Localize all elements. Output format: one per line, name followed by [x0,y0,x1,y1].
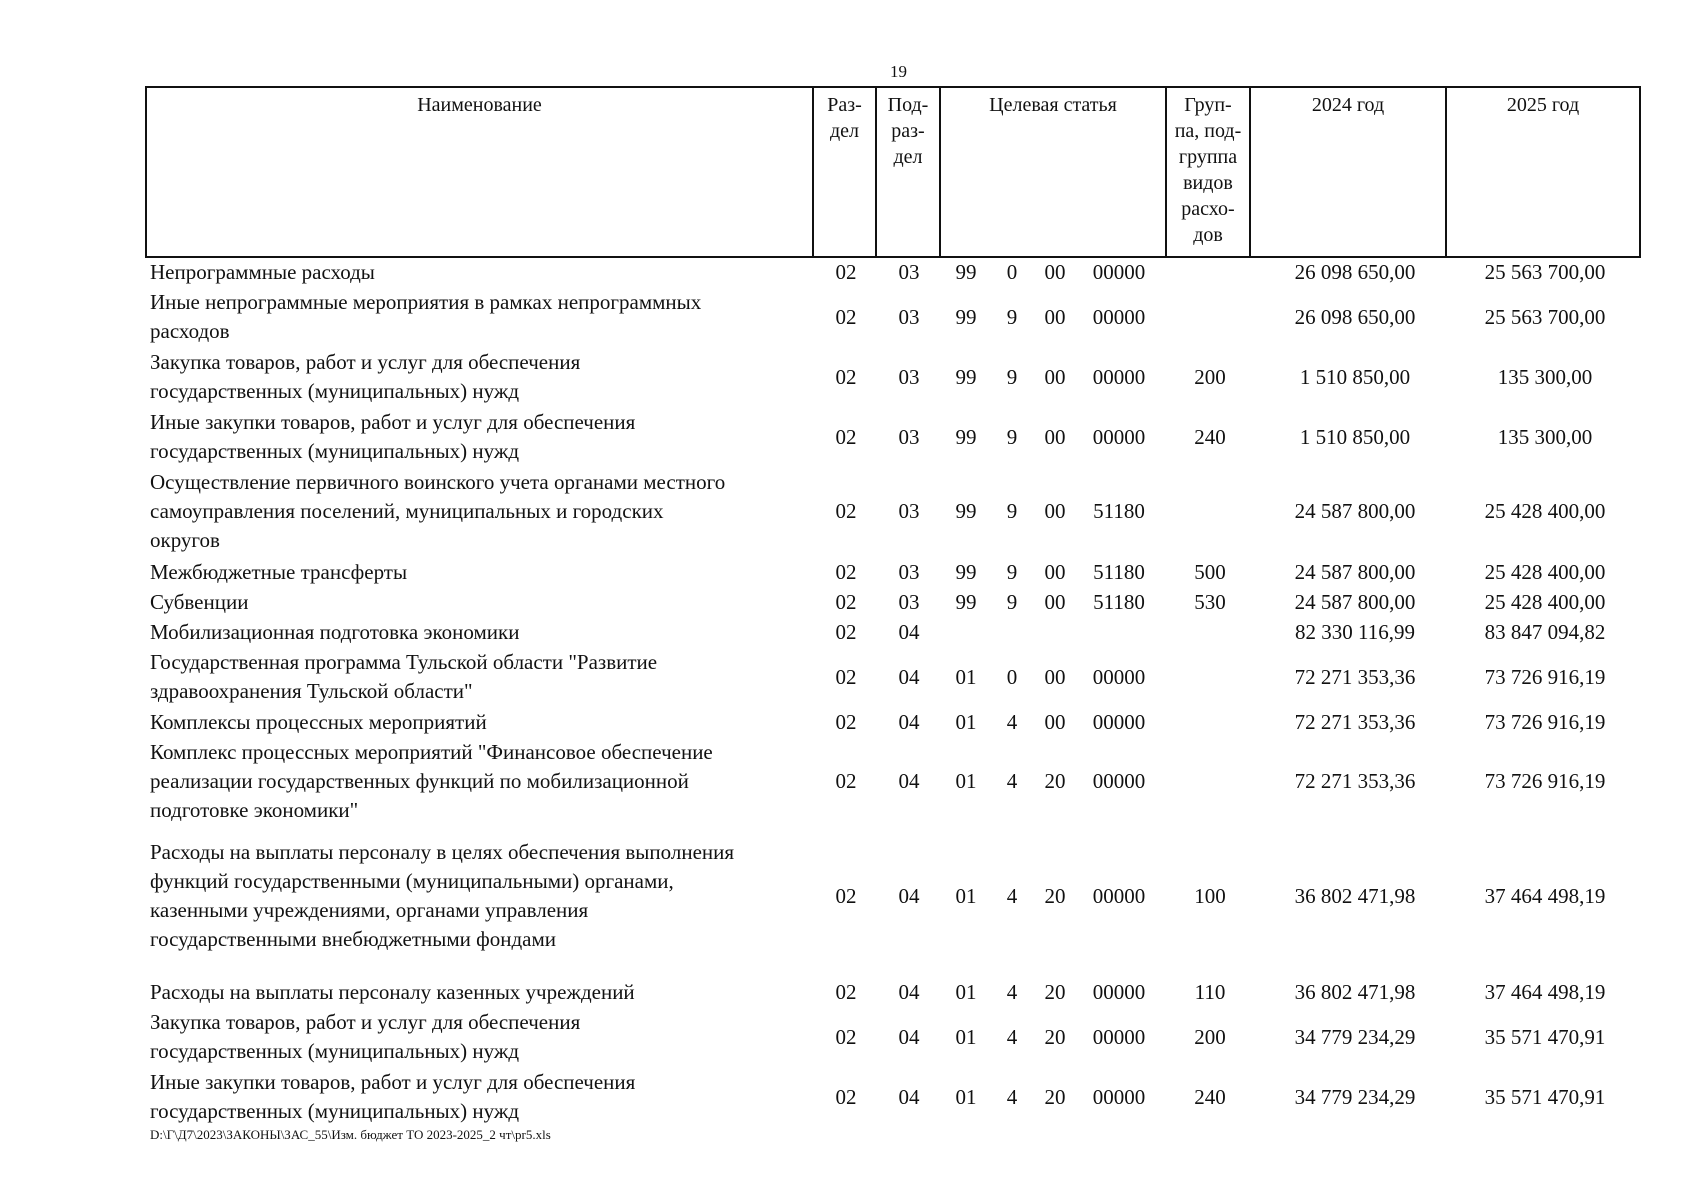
row-podrazdel: 04 [898,769,920,793]
table-row [150,558,1640,587]
row-amount-2025: 25 428 400,00 [1484,499,1606,523]
row-podrazdel: 03 [898,560,920,584]
row-amount-2024: 24 587 800,00 [1294,590,1416,614]
row-t2: 0 [1006,260,1018,284]
row-amount-2025: 25 563 700,00 [1484,304,1606,329]
row-name-line: казенными учреждениями, органами управления [150,898,589,922]
row-group: 110 [1194,980,1226,1004]
row-t4: 00000 [1092,769,1146,793]
row-amount-2025: 73 726 916,19 [1484,769,1606,793]
row-t4: 00000 [1092,664,1146,689]
row-amount-2024: 26 098 650,00 [1294,304,1416,329]
row-name [150,408,810,466]
row-name [150,648,810,706]
table-row [150,1008,1640,1066]
row-razdel: 02 [835,1024,857,1049]
row-name [150,288,810,346]
row-t4: 00000 [1092,260,1146,284]
row-razdel: 02 [835,980,857,1004]
row-t2: 4 [1006,980,1018,1004]
row-t3: 00 [1044,664,1066,689]
row-amount-2024: 1 510 850,00 [1299,364,1411,389]
row-name-line: Иные закупки товаров, работ и услуг для обеспечения [150,410,636,434]
row-group: 530 [1194,590,1226,614]
table-row [150,618,1640,647]
row-t3: 00 [1044,710,1066,734]
table-row [150,258,1640,287]
row-t3: 00 [1044,499,1066,523]
row-amount-2025: 37 464 498,19 [1484,980,1606,1004]
row-t1: 99 [955,424,977,449]
row-amount-2025: 135 300,00 [1497,424,1593,449]
row-t4: 51180 [1093,590,1145,614]
row-name-line: подготовке экономики" [150,798,359,822]
row-name [150,1068,810,1126]
row-t3: 20 [1044,769,1066,793]
row-name-line: Комплексы процессных мероприятий [150,710,487,734]
row-t4: 00000 [1092,883,1146,908]
row-name-line: Закупка товаров, работ и услуг для обеспечения [150,1010,581,1034]
row-podrazdel: 04 [898,980,920,1004]
row-name [150,348,810,406]
row-t1: 99 [955,590,977,614]
row-t4: 00000 [1092,980,1146,1004]
row-amount-2024: 36 802 471,98 [1294,980,1416,1004]
row-name [150,708,810,737]
row-t4: 00000 [1092,304,1146,329]
row-amount-2024: 24 587 800,00 [1294,560,1416,584]
table-header [145,86,1641,258]
header-year-2025: 2025 год [1445,88,1639,256]
row-name [150,258,810,287]
row-t3: 00 [1044,364,1066,389]
row-name-line: функций государственными (муниципальными) органами, [150,869,674,893]
row-razdel: 02 [835,424,857,449]
row-name-line: государственных (муниципальных) нужд [150,379,520,403]
row-name [150,558,810,587]
row-razdel: 02 [835,590,857,614]
row-amount-2025: 73 726 916,19 [1484,664,1606,689]
row-group: 200 [1194,1024,1226,1049]
row-t4: 51180 [1093,560,1145,584]
page-number: 19 [890,62,907,81]
row-razdel: 02 [835,883,857,908]
row-name-line: Непрограммные расходы [150,260,375,284]
row-t4: 00000 [1092,710,1146,734]
row-t2: 9 [1006,560,1018,584]
row-podrazdel: 03 [898,364,920,389]
row-t1: 99 [955,364,977,389]
row-amount-2024: 34 779 234,29 [1294,1084,1416,1109]
row-t3: 00 [1044,560,1066,584]
header-podrazdel: Под- раз- дел [875,88,939,256]
row-t2: 4 [1006,1024,1018,1049]
row-razdel: 02 [835,304,857,329]
row-razdel: 02 [835,620,857,644]
table-row [150,288,1640,346]
row-t3: 20 [1044,1084,1066,1109]
row-amount-2024: 1 510 850,00 [1299,424,1411,449]
row-t2: 4 [1006,883,1018,908]
file-path-footer: D:\Г\Д7\2023\ЗАКОНЫ\ЗАС_55\Изм. бюджет ТО 2023-2025_2 чт\pr5.xls [150,1127,551,1142]
table-row [150,468,1640,555]
row-group: 200 [1194,364,1226,389]
row-podrazdel: 04 [898,664,920,689]
row-amount-2024: 36 802 471,98 [1294,883,1416,908]
header-target-article: Целевая статья [939,88,1165,256]
row-amount-2024: 72 271 353,36 [1294,664,1416,689]
row-razdel: 02 [835,560,857,584]
row-name-line: Иные непрограммные мероприятия в рамках непрограммных [150,290,702,314]
row-name-line: Комплекс процессных мероприятий "Финансовое обеспечение [150,740,713,764]
row-t1: 01 [955,1084,977,1109]
row-amount-2025: 35 571 470,91 [1484,1084,1606,1109]
row-name-line: Мобилизационная подготовка экономики [150,620,520,644]
row-razdel: 02 [835,260,857,284]
row-name-line: здравоохранения Тульской области" [150,679,473,703]
row-t3: 00 [1044,304,1066,329]
row-amount-2024: 34 779 234,29 [1294,1024,1416,1049]
row-amount-2025: 25 428 400,00 [1484,590,1606,614]
row-amount-2024: 72 271 353,36 [1294,710,1416,734]
row-t1: 99 [955,560,977,584]
row-name [150,468,810,555]
row-name-line: Расходы на выплаты персоналу в целях обеспечения выполнения [150,840,735,864]
row-t2: 9 [1006,364,1018,389]
row-group: 240 [1194,1084,1226,1109]
row-t1: 99 [955,499,977,523]
header-razdel: Раз- дел [812,88,875,256]
row-name-line: округов [150,528,220,552]
row-t1: 99 [955,260,977,284]
row-t3: 20 [1044,1024,1066,1049]
row-name-line: Расходы на выплаты персоналу казенных учреждений [150,980,635,1004]
row-name [150,1008,810,1066]
row-group: 500 [1194,560,1226,584]
row-name-line: реализации государственных функций по мобилизационной [150,769,689,793]
row-name-line: самоуправления поселений, муниципальных и городских [150,499,664,523]
row-podrazdel: 03 [898,260,920,284]
header-expense-group: Груп- па, под- группа видов расхо- дов [1165,88,1249,256]
row-t1: 01 [955,664,977,689]
row-t1: 01 [955,1024,977,1049]
row-podrazdel: 03 [898,424,920,449]
row-t2: 0 [1006,664,1018,689]
row-t3: 00 [1044,590,1066,614]
table-row [150,738,1640,825]
row-t3: 00 [1044,260,1066,284]
row-group: 100 [1194,883,1226,908]
row-razdel: 02 [835,769,857,793]
row-amount-2025: 73 726 916,19 [1484,710,1606,734]
row-amount-2024: 26 098 650,00 [1294,260,1416,284]
row-razdel: 02 [835,364,857,389]
row-name-line: расходов [150,319,230,343]
table-row [150,978,1640,1007]
row-t1: 01 [955,769,977,793]
table-row [150,708,1640,737]
table-row [150,348,1640,406]
row-amount-2025: 135 300,00 [1497,364,1593,389]
row-name-line: государственными внебюджетными фондами [150,927,557,951]
row-amount-2025: 37 464 498,19 [1484,883,1606,908]
row-t2: 9 [1006,499,1018,523]
row-name-line: Межбюджетные трансферты [150,560,408,584]
header-name: Наименование [417,94,542,116]
row-podrazdel: 04 [898,1024,920,1049]
row-name-line: государственных (муниципальных) нужд [150,439,520,463]
row-t3: 00 [1044,424,1066,449]
row-t2: 4 [1006,710,1018,734]
row-t2: 4 [1006,769,1018,793]
row-name [150,618,810,647]
row-t1: 01 [955,710,977,734]
row-t4: 00000 [1092,1084,1146,1109]
row-t2: 9 [1006,590,1018,614]
table-row [150,408,1640,466]
row-amount-2025: 25 563 700,00 [1484,260,1606,284]
row-t4: 00000 [1092,424,1146,449]
row-podrazdel: 03 [898,590,920,614]
row-t3: 20 [1044,883,1066,908]
row-name-line: Закупка товаров, работ и услуг для обеспечения [150,350,581,374]
row-amount-2024: 82 330 116,99 [1295,620,1415,644]
row-amount-2024: 24 587 800,00 [1294,499,1416,523]
row-t2: 9 [1006,304,1018,329]
row-podrazdel: 04 [898,1084,920,1109]
row-amount-2025: 25 428 400,00 [1484,560,1606,584]
row-t1: 01 [955,980,977,1004]
row-t3: 20 [1044,980,1066,1004]
row-t4: 51180 [1093,499,1145,523]
row-name-line: государственных (муниципальных) нужд [150,1039,520,1063]
row-amount-2024: 72 271 353,36 [1294,769,1416,793]
row-razdel: 02 [835,664,857,689]
row-razdel: 02 [835,1084,857,1109]
header-year-2024: 2024 год [1249,88,1445,256]
row-podrazdel: 04 [898,620,920,644]
row-razdel: 02 [835,710,857,734]
row-t1: 01 [955,883,977,908]
row-name-line: Субвенции [150,590,249,614]
row-name [150,738,810,825]
table-row [150,588,1640,617]
row-podrazdel: 04 [898,883,920,908]
row-t2: 4 [1006,1084,1018,1109]
row-name [150,838,810,954]
row-name [150,588,810,617]
table-row [150,648,1640,706]
row-t2: 9 [1006,424,1018,449]
row-name-line: Иные закупки товаров, работ и услуг для обеспечения [150,1070,636,1094]
row-podrazdel: 03 [898,304,920,329]
row-podrazdel: 03 [898,499,920,523]
row-name-line: Государственная программа Тульской области "Развитие [150,650,658,674]
row-razdel: 02 [835,499,857,523]
row-t4: 00000 [1092,364,1146,389]
row-amount-2025: 35 571 470,91 [1484,1024,1606,1049]
row-amount-2025: 83 847 094,82 [1484,620,1606,644]
row-t4: 00000 [1092,1024,1146,1049]
row-name-line: Осуществление первичного воинского учета органами местного [150,470,726,494]
row-podrazdel: 04 [898,710,920,734]
row-name-line: государственных (муниципальных) нужд [150,1099,520,1123]
row-name [150,978,810,1007]
row-group: 240 [1194,424,1226,449]
table-row [150,838,1640,954]
table-row [150,1068,1640,1126]
row-t1: 99 [955,304,977,329]
